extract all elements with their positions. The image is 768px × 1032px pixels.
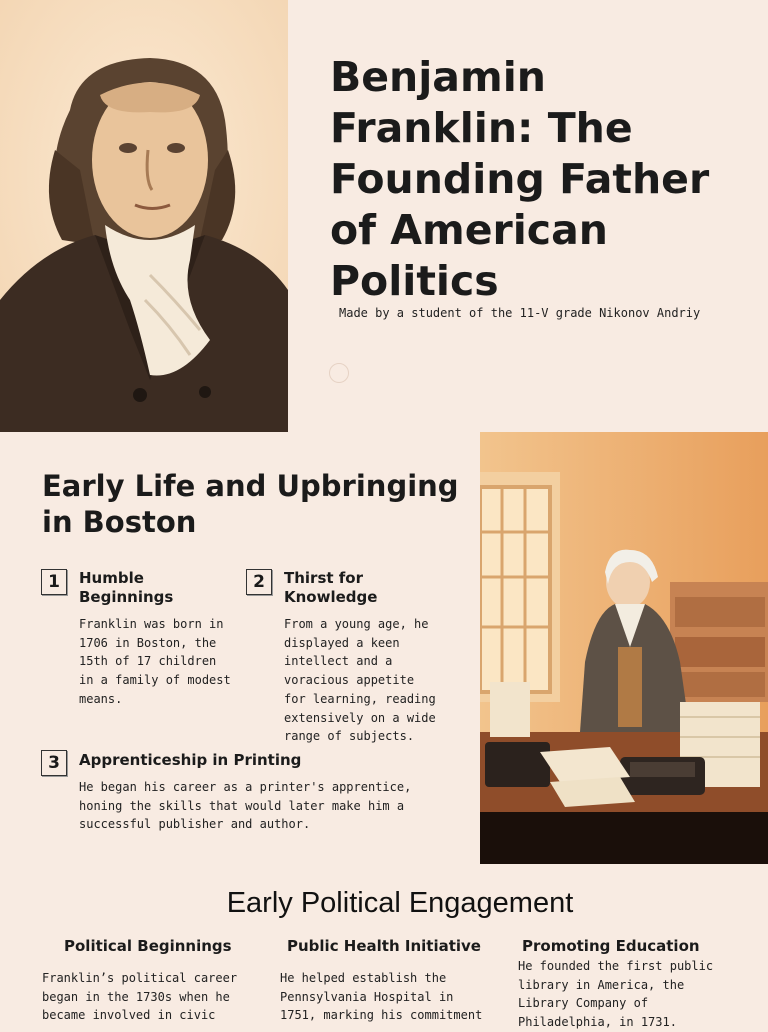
step-title-3: Apprenticeship in Printing bbox=[79, 751, 302, 769]
step-text-1: Franklin was born in 1706 in Boston, the 15th of 17 children in a family of modest means. bbox=[79, 617, 231, 706]
column-title-political-beginnings: Political Beginnings bbox=[64, 937, 232, 955]
step-text-3: He began his career as a printer's apprentice, honing the skills that would later make him a successful publisher and author. bbox=[79, 780, 412, 832]
author-subtitle: Made by a student of the 11-V grade Nikonov Andriy bbox=[339, 306, 701, 320]
decorative-circle bbox=[329, 363, 349, 383]
step-number-3: 3 bbox=[41, 750, 67, 776]
column-title-promoting-education: Promoting Education bbox=[522, 937, 700, 955]
franklin-portrait-image bbox=[0, 0, 288, 432]
column-text-promoting-education: He founded the first public library in America, the Library Company of Philadelphia, in 1731. bbox=[518, 959, 714, 1030]
page-title: Benjamin Franklin: The Founding Father of American Politics bbox=[330, 53, 710, 305]
step-title-1: Humble Beginnings bbox=[79, 569, 174, 606]
column-text-public-health: He helped establish the Pennsylvania Hospital in 1751, marking his commitment bbox=[280, 971, 483, 1023]
step-text-2: From a young age, he displayed a keen intellect and a voracious appetite for learning, reading extensively on a wide range of subjects. bbox=[284, 617, 436, 744]
franklin-study-image bbox=[480, 432, 768, 864]
step-title-2: Thirst for Knowledge bbox=[284, 569, 378, 606]
column-title-public-health: Public Health Initiative bbox=[287, 937, 481, 955]
step-number-1: 1 bbox=[41, 569, 67, 595]
early-life-heading: Early Life and Upbringing in Boston bbox=[42, 469, 459, 539]
political-heading: Early Political Engagement bbox=[226, 887, 574, 919]
step-number-2: 2 bbox=[246, 569, 272, 595]
column-text-political-beginnings: Franklin’s political career began in the 1730s when he became involved in civic bbox=[42, 971, 238, 1023]
